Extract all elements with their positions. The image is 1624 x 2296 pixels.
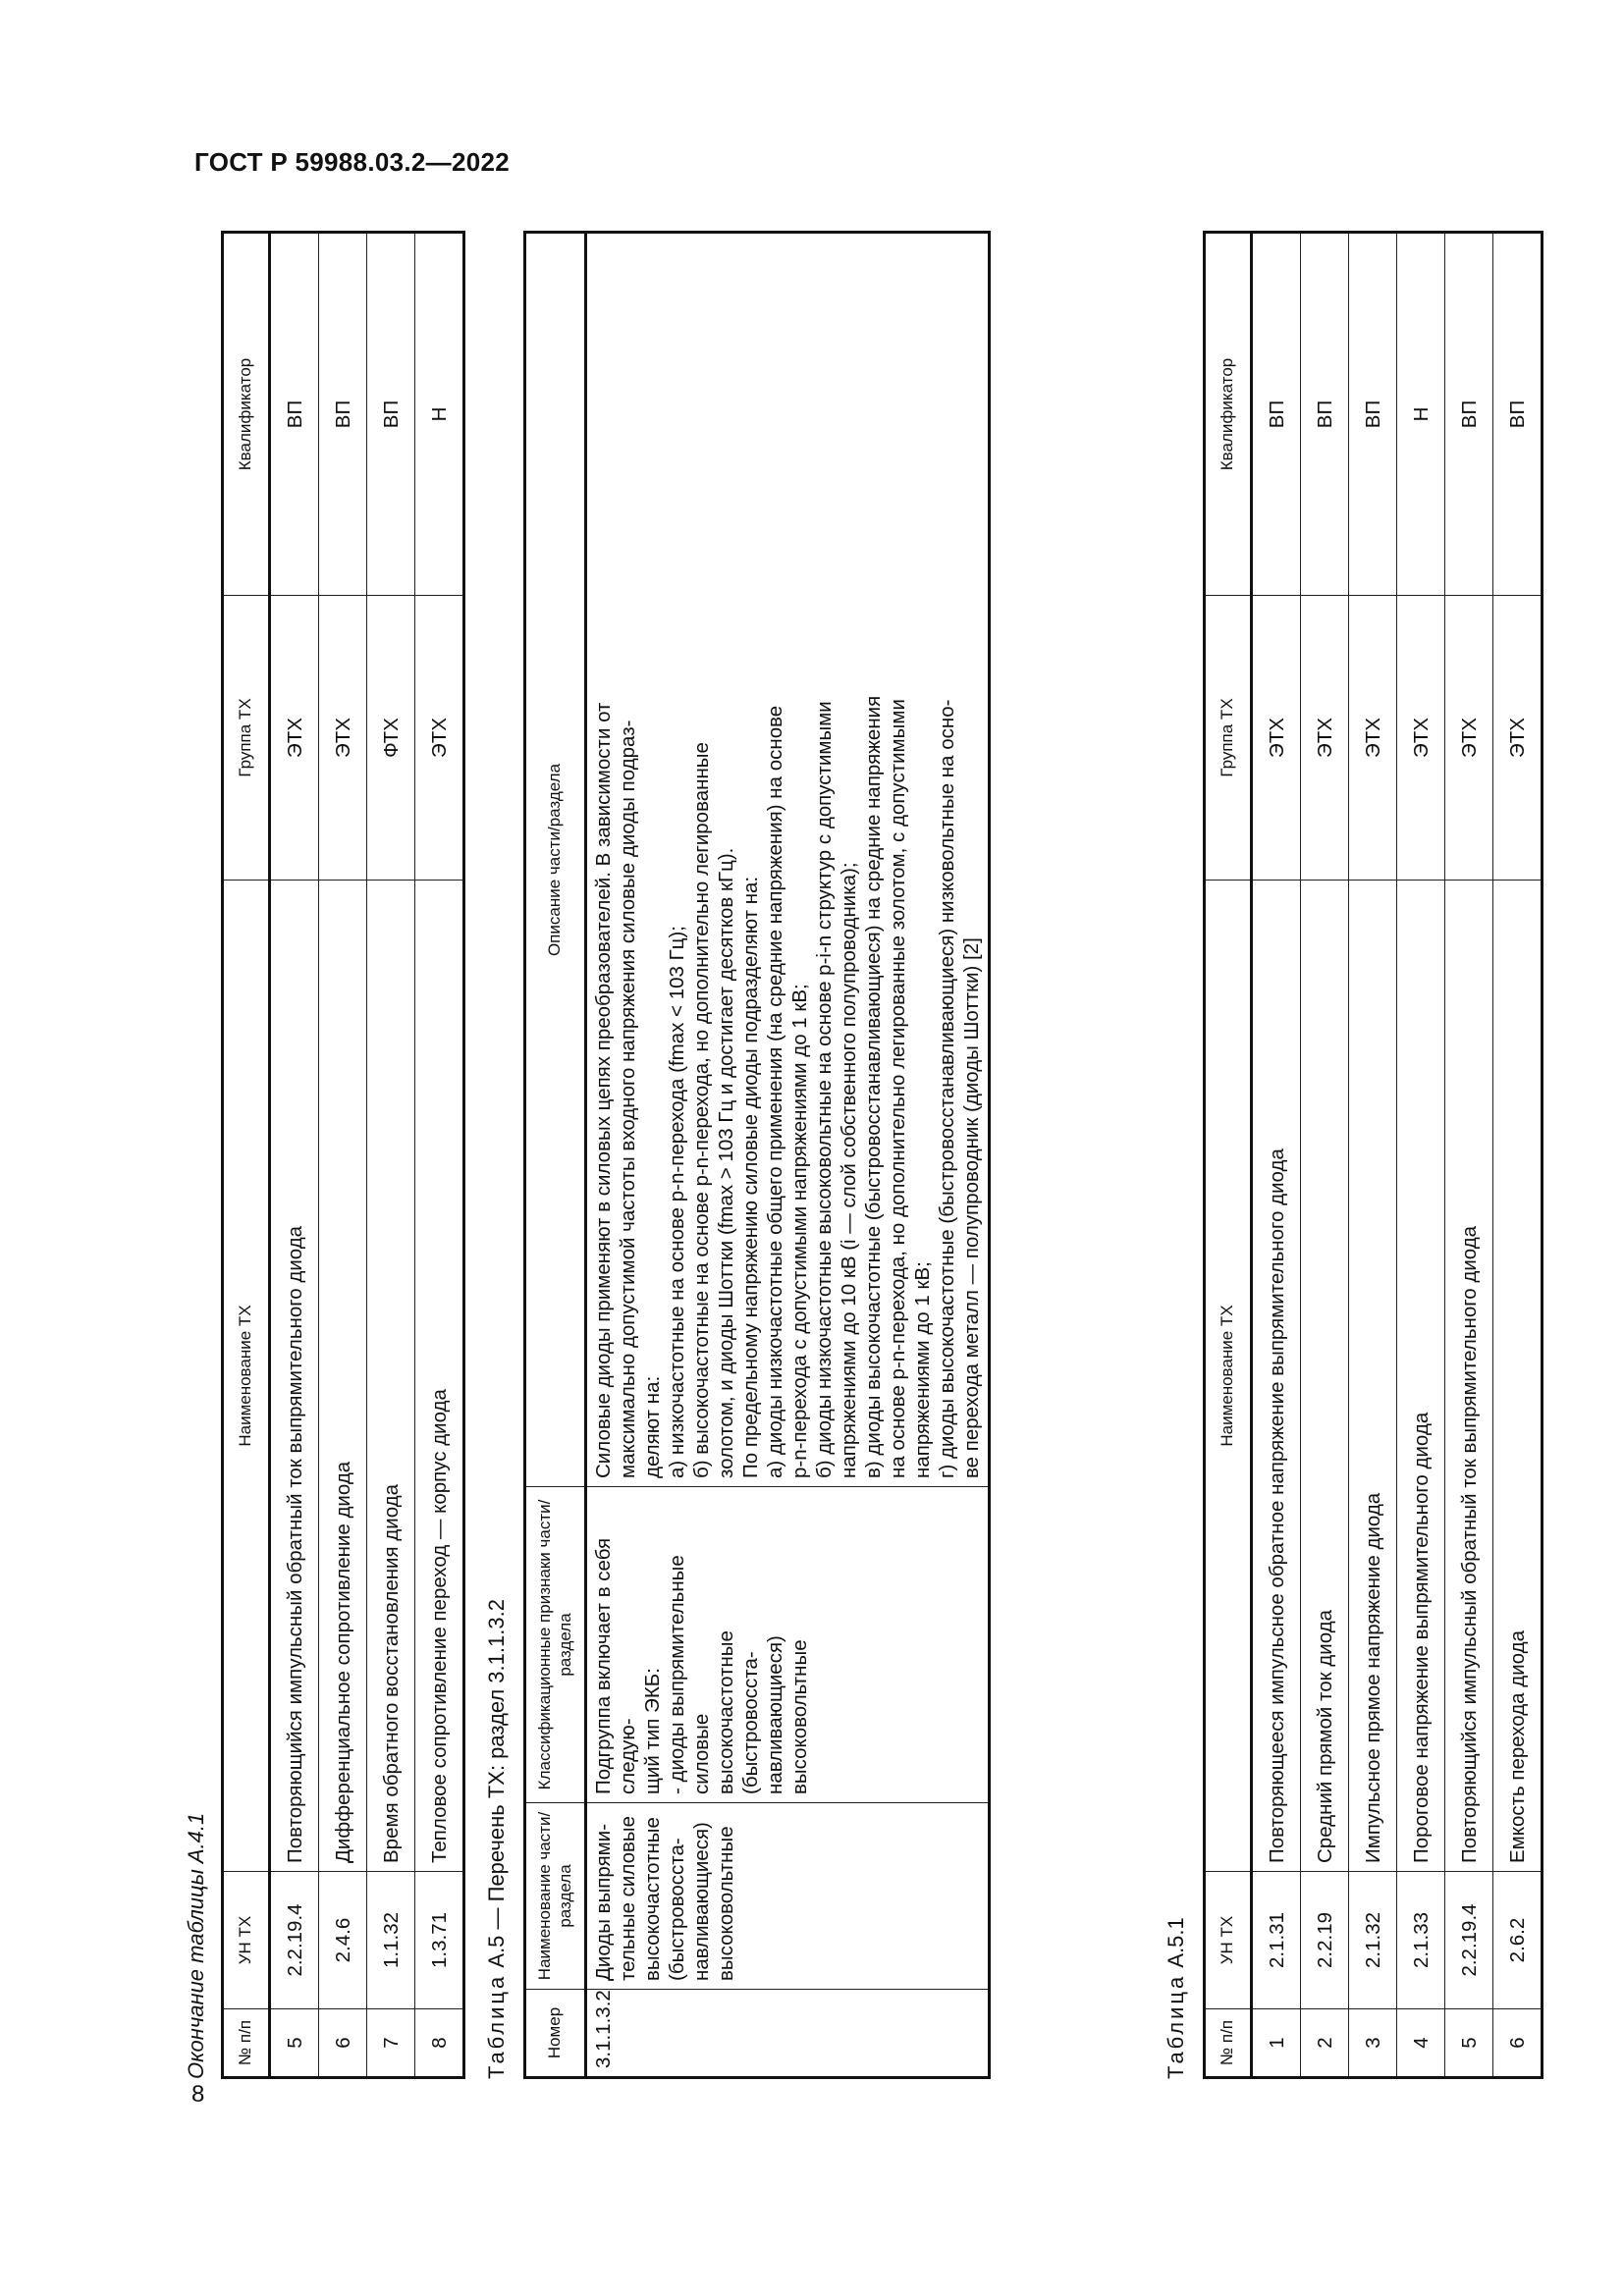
cell-qualifier: ВП (1252, 233, 1301, 596)
cell-part-name: Диоды выпрями- тельные силовые высокочастотные (быстровосста- навливающиеся) высоковольтные (586, 1803, 990, 1990)
cell-code: 2.2.19.4 (270, 1872, 319, 2009)
table-row (586, 233, 990, 2078)
caption-rest: А.5.1 (1164, 1917, 1188, 1968)
cell-qualifier: ВП (1445, 233, 1493, 596)
cell-group: ЭТХ (1252, 596, 1301, 881)
cell-name: Тепловое сопротивление переход — корпус диода (415, 881, 464, 1872)
cell-name: Повторяющийся импульсный обратный ток выпрямительного диода (1445, 881, 1493, 1872)
col-header: УН ТХ (1205, 1872, 1252, 2009)
col-header: Группа ТХ (223, 596, 270, 881)
cell-code: 2.6.2 (1493, 1872, 1543, 2009)
description-line: Силовые диоды применяют в силовых цепях преобразователей. В зависимости от (592, 702, 615, 1478)
table-row (1493, 233, 1543, 2078)
cell-name: Пороговое напряжение выпрямительного диода (1397, 881, 1445, 1872)
col-header: Наименование части/ раздела (525, 1803, 586, 1990)
cell-group: ЭТХ (415, 596, 464, 881)
cell-qualifier: ВП (367, 233, 415, 596)
col-header: Наименование ТХ (223, 881, 270, 1872)
table-a5-grid (523, 231, 991, 2079)
cell-code: 2.4.6 (319, 1872, 367, 2009)
table-row (1397, 233, 1445, 2078)
cell-name: Емкость перехода диода (1493, 881, 1543, 1872)
description-line: в) диоды высокочастотные (быстровосстанавливающиеся) на средние напряжения (862, 695, 885, 1478)
description-line: а) низкочастотные на основе p-n-перехода (fmax < 103 Гц); (666, 926, 688, 1478)
cell-num: 6 (1493, 2009, 1543, 2078)
cell-group: ЭТХ (319, 596, 367, 881)
table-a51-caption (1164, 1917, 1190, 2079)
cell-num: 2 (1301, 2009, 1349, 2078)
cell-qualifier: Н (415, 233, 464, 596)
cell-num: 5 (270, 2009, 319, 2078)
table-row (319, 233, 367, 2078)
description-line: деляют на: (641, 1375, 664, 1478)
cell-qualifier: ВП (1349, 233, 1397, 596)
col-header: Группа ТХ (1205, 596, 1252, 881)
cell-group: ЭТХ (1301, 596, 1349, 881)
cell-num: 7 (367, 2009, 415, 2078)
description-line: p-n-перехода с допустимыми напряжениями до 1 кВ; (788, 984, 811, 1478)
cell-group: ЭТХ (1493, 596, 1543, 881)
description-line: напряжениями до 1 кВ; (911, 1261, 934, 1478)
cell-features: Подгруппа включает в себя следую- щий тип ЭКБ: - диоды выпрямительные силовые высокочастотные (быстровосста- навливающиеся) высоковольтные (586, 1487, 990, 1803)
col-header: № п/п (1205, 2009, 1252, 2078)
cell-num: 1 (1252, 2009, 1301, 2078)
cell-code: 2.1.31 (1252, 1872, 1301, 2009)
rotated-content (182, 234, 1529, 2079)
cell-name: Дифференциальное сопротивление диода (319, 881, 367, 1872)
cell-name: Повторяющееся импульсное обратное напряжение выпрямительного диода (1252, 881, 1301, 1872)
col-header: № п/п (223, 2009, 270, 2078)
col-header: Классификационные признаки части/ раздела (525, 1487, 586, 1803)
cell-group: ЭТХ (1445, 596, 1493, 881)
description-line: б) высокочастотные на основе p-n-перехода, но дополнительно легированные (690, 742, 713, 1478)
cell-qualifier: Н (1397, 233, 1445, 596)
caption-prefix: Таблица (1164, 1973, 1188, 2079)
table-row (415, 233, 464, 2078)
cell-code: 2.1.32 (1349, 1872, 1397, 2009)
cell-group: ЭТХ (270, 596, 319, 881)
page-number: 8 (191, 2081, 205, 2108)
table-a41 (221, 234, 465, 2079)
cell-num: 6 (319, 2009, 367, 2078)
cell-qualifier: ВП (1301, 233, 1349, 596)
col-header: УН ТХ (223, 1872, 270, 2009)
table-a51-grid (1203, 231, 1543, 2079)
table-a5-caption (484, 1599, 511, 2079)
table-a41-grid (221, 231, 465, 2079)
cell-group: ЭТХ (1397, 596, 1445, 881)
cell-code: 2.2.19 (1301, 1872, 1349, 2009)
cell-num: 3 (1349, 2009, 1397, 2078)
table-row (1252, 233, 1301, 2078)
cell-name: Импульсное прямое напряжение диода (1349, 881, 1397, 1872)
col-header: Квалификатор (223, 233, 270, 596)
description-line: на основе p-n-перехода, но дополнительно легированные золотом, с допустимыми (887, 699, 909, 1478)
description-line: ве перехода металл — полупроводник (диоды Шоттки) [2] (960, 937, 983, 1478)
cell-description (586, 233, 990, 1487)
cell-code: 1.3.71 (415, 1872, 464, 2009)
cell-number: 3.1.1.3.2 (586, 1990, 990, 2078)
col-header: Квалификатор (1205, 233, 1252, 596)
table-row (1349, 233, 1397, 2078)
col-header: Номер (525, 1990, 586, 2078)
cell-num: 8 (415, 2009, 464, 2078)
table-a5 (523, 234, 991, 2079)
cell-group: ЭТХ (1349, 596, 1397, 881)
cell-qualifier: ВП (1493, 233, 1543, 596)
table-a41-caption: Окончание таблицы А.4.1 (184, 1812, 208, 2079)
caption-prefix: Таблица (484, 1973, 509, 2079)
description-line: б) диоды низкочастотные высоковольтные на основе p-i-n структур с допустимыми (813, 701, 836, 1478)
cell-name: Время обратного восстановления диода (367, 881, 415, 1872)
cell-qualifier: ВП (270, 233, 319, 596)
table-row (1445, 233, 1493, 2078)
table-row (1301, 233, 1349, 2078)
col-header: Наименование ТХ (1205, 881, 1252, 1872)
document-code: ГОСТ Р 59988.03.2—2022 (194, 147, 510, 177)
cell-group: ФТХ (367, 596, 415, 881)
cell-num: 5 (1445, 2009, 1493, 2078)
cell-code: 2.2.19.4 (1445, 1872, 1493, 2009)
cell-name: Средний прямой ток диода (1301, 881, 1349, 1872)
cell-code: 1.1.32 (367, 1872, 415, 2009)
description-line: г) диоды высокочастотные (быстровосстанавливающиеся) низковольтные на осно- (936, 699, 958, 1478)
description-line: максимально допустимой частоты входного напряжения силовые диоды подраз- (617, 720, 639, 1478)
col-header: Описание части/раздела (525, 233, 586, 1487)
cell-name: Повторяющийся импульсный обратный ток выпрямительного диода (270, 881, 319, 1872)
cell-qualifier: ВП (319, 233, 367, 596)
description-line: золотом, и диоды Шоттки (fmax > 103 Гц и достигает десятков кГц). (715, 847, 737, 1478)
description-line: По предельному напряжению силовые диоды подразделяют на: (739, 876, 762, 1478)
description-line: а) диоды низкочастотные общего применения (на средние напряжения) на основе (764, 705, 786, 1478)
description-line: напряжениями до 10 кВ (i — слой собственного полупроводника); (838, 862, 860, 1478)
table-row (270, 233, 319, 2078)
cell-code: 2.1.33 (1397, 1872, 1445, 2009)
cell-num: 4 (1397, 2009, 1445, 2078)
table-row (367, 233, 415, 2078)
caption-rest: А.5 — Перечень ТХ: раздел 3.1.1.3.2 (484, 1599, 509, 1968)
table-a51 (1203, 234, 1543, 2079)
